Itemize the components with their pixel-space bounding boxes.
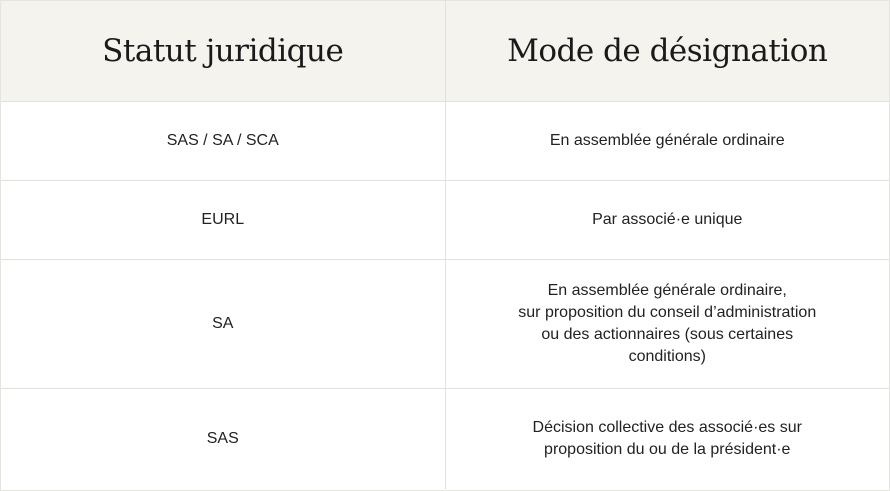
table-row <box>1 259 889 388</box>
cell-statut: SAS / SA / SCA <box>166 131 279 149</box>
cell-mode <box>445 101 889 180</box>
table-row <box>1 101 889 180</box>
mode-text: En assemblée générale ordinaire, sur proposition du conseil d’administration ou des actionnaires (sous certaines conditions) <box>518 281 817 365</box>
cell-mode <box>445 180 889 259</box>
mode-text: En assemblée générale ordinaire <box>549 131 785 149</box>
cell-mode <box>445 259 889 388</box>
header-statut-juridique: Statut juridique <box>1 1 445 101</box>
cell-statut: EURL <box>201 210 245 228</box>
table-row <box>1 180 889 259</box>
header-mode-designation: Mode de désignation <box>445 1 889 101</box>
header-row <box>1 1 889 101</box>
cell-statut: SAS <box>206 429 239 447</box>
table-header <box>1 1 889 101</box>
cell-statut: SA <box>212 314 234 332</box>
table-body <box>1 101 889 489</box>
designation-table <box>1 1 889 489</box>
mode-text: Par associé·e unique <box>592 210 743 228</box>
cell-mode <box>445 388 889 489</box>
table-row <box>1 388 889 489</box>
mode-text: Décision collective des associé·es sur proposition du ou de la président·e <box>532 418 802 458</box>
